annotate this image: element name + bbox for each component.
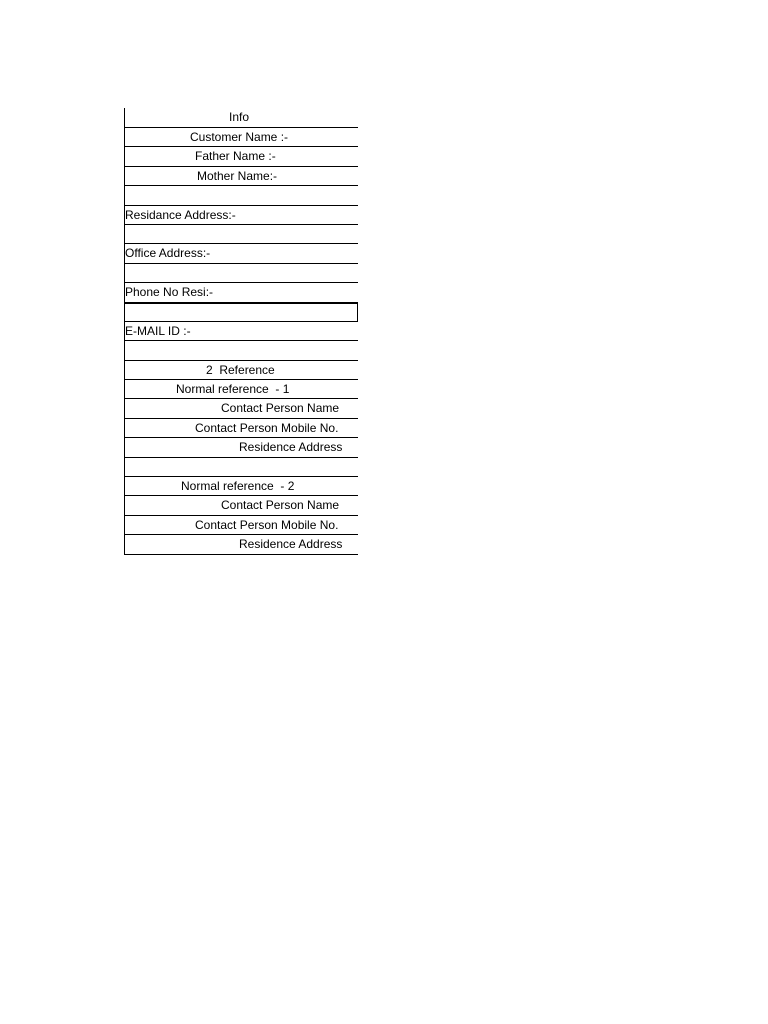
info-header: Info <box>125 108 358 128</box>
reference-1-title: Normal reference - 1 <box>125 380 358 399</box>
reference-2-contact-person-name: Contact Person Name <box>125 496 358 515</box>
blank-row[interactable] <box>125 458 358 477</box>
reference-2-title: Normal reference - 2 <box>125 477 358 496</box>
blank-row[interactable] <box>125 225 358 244</box>
residence-address-label: Residance Address:- <box>125 206 358 225</box>
blank-row[interactable] <box>125 341 358 360</box>
customer-name-label: Customer Name :- <box>125 128 358 147</box>
reference-heading: 2 Reference <box>125 361 358 380</box>
email-id-label: E-MAIL ID :- <box>125 322 358 341</box>
office-address-label: Office Address:- <box>125 244 358 263</box>
reference-1-residence-address: Residence Address <box>125 438 358 457</box>
reference-1-contact-person-mobile: Contact Person Mobile No. <box>125 419 358 438</box>
reference-2-residence-address: Residence Address <box>125 535 358 554</box>
reference-1-contact-person-name: Contact Person Name <box>125 399 358 418</box>
blank-row[interactable] <box>125 264 358 283</box>
blank-row[interactable] <box>125 186 358 205</box>
phone-no-resi-label: Phone No Resi:- <box>125 283 358 302</box>
mother-name-label: Mother Name:- <box>125 167 358 186</box>
info-form-table <box>124 108 358 555</box>
father-name-label: Father Name :- <box>125 147 358 166</box>
phone-input-cell[interactable] <box>125 303 358 322</box>
reference-2-contact-person-mobile: Contact Person Mobile No. <box>125 516 358 535</box>
